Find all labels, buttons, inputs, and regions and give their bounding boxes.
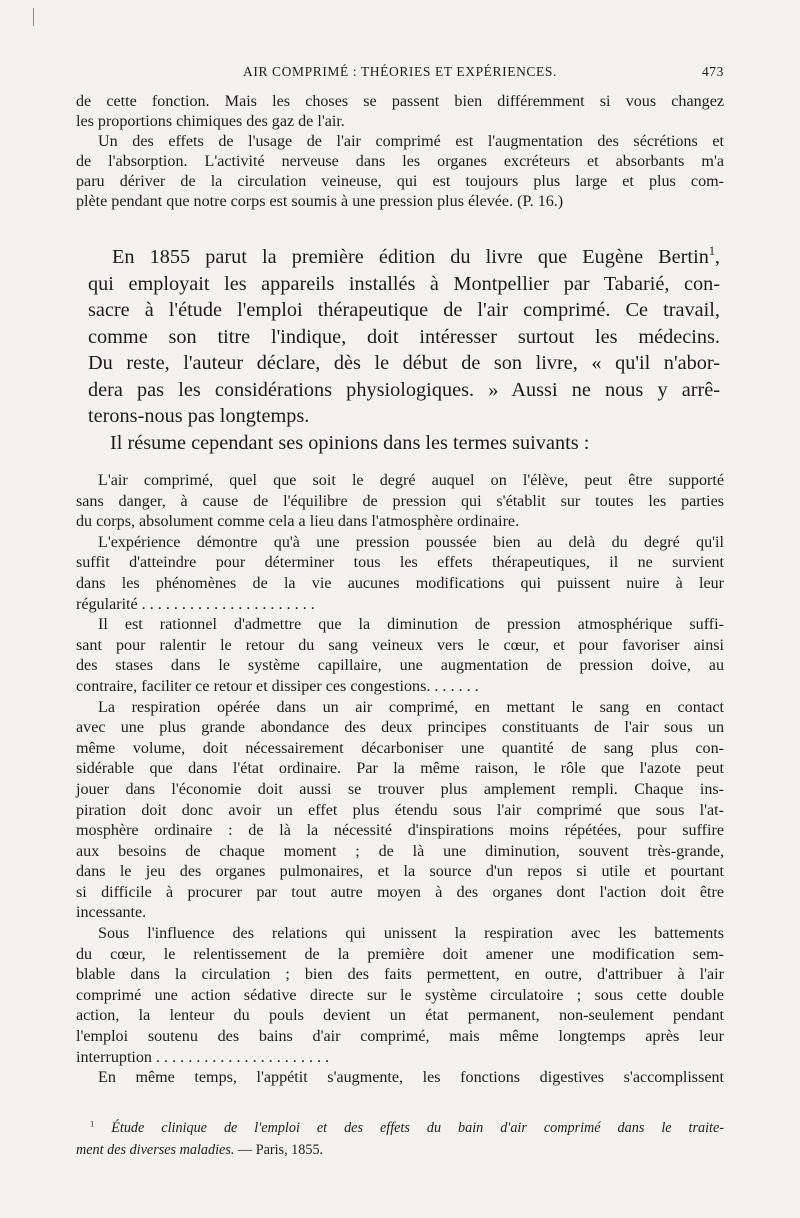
footnote-text: ment des diverses maladies. (76, 1142, 235, 1158)
text-line: En 1855 parut la première édition du livre que Eugène Bertin$^1$, (112, 244, 720, 268)
text-line: régularité . . . . . . . . . . . . . . . . . . . . . . (76, 595, 315, 613)
text-line: comme son titre l'indique, doit intéresser surtout les médecins. (88, 325, 720, 348)
text-line: aux besoins de chaque moment ; de là une diminution, souvent très-grande, (76, 842, 724, 860)
text-line: terons-nous pas longtemps. (88, 405, 310, 427)
text-line: avec une plus grande abondance des deux principes constituants de l'air sous un (76, 719, 724, 737)
footnote-marker: 1 (708, 244, 715, 259)
text-line: Un des effets de l'usage de l'air comprimé est l'augmentation des sécrétions et (98, 132, 724, 150)
text-line: jouer dans l'économie doit aussi se trouver plus amplement rempli. Chaque ins- (76, 780, 724, 798)
text-line: de l'absorption. L'activité nerveuse dans les organes excréteurs et absorbants m'a (76, 152, 724, 170)
text-line: du corps, absolument comme cela a lieu dans l'atmosphère ordinaire. (76, 513, 520, 531)
footnote-line (76, 1139, 724, 1161)
text-line: comprimé une action sédative directe sur le système circulatoire ; sous cette double (76, 986, 724, 1004)
text-line: dans le jeu des organes pulmonaires, et la source d'un repos si utile et pourtant (76, 863, 724, 881)
text-line-content: En 1855 parut la première édition du livre que Eugène Bertin (112, 246, 709, 268)
text-line: les proportions chimiques des gaz de l'air. (76, 112, 345, 130)
text-line: l'emploi soutenu des bains d'air comprimé, mais même longtemps après leur (76, 1028, 724, 1046)
quote-bottom (76, 471, 724, 1089)
running-head (76, 64, 724, 84)
margin-mark (33, 8, 34, 26)
page-number: 473 (701, 64, 724, 79)
text-line: En même temps, l'appétit s'augmente, les fonctions digestives s'accomplissent (98, 1069, 724, 1087)
text-line: interruption . . . . . . . . . . . . . . . . . . . . . . (76, 1048, 330, 1066)
text-line: dans les phénomènes de la vie aucunes modifications qui puissent nuire à leur (76, 574, 724, 592)
text-line: L'expérience démontre qu'à une pression poussée bien au delà du degré qu'il (98, 533, 724, 551)
text-line: blable dans la circulation ; bien des faits permettent, en outre, d'attribuer à l'air (76, 966, 724, 984)
footnote-number: 1 (90, 1118, 95, 1129)
text-line: de cette fonction. Mais les choses se passent bien différemment si vous changez (76, 93, 724, 110)
text-line: Du reste, l'auteur déclare, dès le début de son livre, « qu'il n'abor- (88, 352, 720, 374)
text-line: suffit d'atteindre pour déterminer tous les effets thérapeutiques, il ne survient (76, 554, 724, 572)
text-line: action, la lenteur du pouls devient un état permanent, non-seulement pendant (76, 1007, 724, 1025)
footnote-text: Étude clinique de l'emploi et des effets du bain d'air comprimé dans le traite- (111, 1120, 724, 1136)
text-line: qui employait les appareils installés à Montpellier par Tabarié, con- (88, 272, 720, 295)
text-line: dera pas les considérations physiologiques. » Aussi ne nous y arrê- (88, 378, 720, 401)
text-line: sidérable que dans l'état ordinaire. Par la même raison, le rôle que l'azote peut (76, 760, 724, 778)
running-title: AIR COMPRIMÉ : THÉORIES ET EXPÉRIENCES. (243, 64, 557, 79)
text-line: paru dériver de la circulation veineuse, qui est toujours plus large et plus com- (76, 172, 724, 190)
text-line: incessante. (76, 904, 147, 922)
text-line: Sous l'influence des relations qui unissent la respiration avec les battements (98, 925, 724, 943)
footnote-citation: — Paris, 1855. (234, 1142, 324, 1158)
text-line: des stases dans le système capillaire, une augmentation de pression doive, au (76, 657, 724, 675)
quote-top (76, 92, 724, 211)
text-line: La respiration opérée dans un air comprimé, en mettant le sang en contact (98, 698, 724, 716)
text-line: piration doit donc avoir un effet plus étendu sous l'air comprimé que sous l'at- (76, 801, 724, 819)
footnote-line (76, 1117, 724, 1139)
text-line: L'air comprimé, quel que soit le degré auquel on l'élève, peut être supporté (98, 472, 724, 489)
text-line: Il résume cependant ses opinions dans les termes suivants : (110, 431, 590, 454)
main-paragraph (88, 244, 720, 456)
footnote (76, 1117, 724, 1161)
text-line: même volume, doit nécessairement décarboniser une quantité de sang plus con- (76, 739, 724, 757)
text-line: plète pendant que notre corps est soumis à une pression plus élevée. (P. 16.) (76, 192, 564, 210)
text-line: contraire, faciliter ce retour et dissiper ces congestions. . . . . . . (76, 677, 479, 695)
text-line: Il est rationnel d'admettre que la diminution de pression atmosphérique suffi- (98, 616, 724, 634)
text-line: du cœur, le relentissement de la première doit amener une modification sem- (76, 945, 724, 963)
text-line: si difficile à procurer par tout autre moyen à des organes dont l'action doit être (76, 883, 724, 901)
text-line: sant pour ralentir le retour du sang veineux vers le cœur, et pour favoriser ainsi (76, 636, 724, 654)
text-line: sacre à l'étude l'emploi thérapeutique de l'air comprimé. Ce travail, (88, 299, 720, 321)
text-line: sans danger, à cause de l'équilibre de pression qui s'établit sur toutes les parties (76, 492, 724, 510)
text-line: mosphère ordinaire : de là la nécessité d'inspirations moins répétées, pour suffire (76, 822, 724, 840)
